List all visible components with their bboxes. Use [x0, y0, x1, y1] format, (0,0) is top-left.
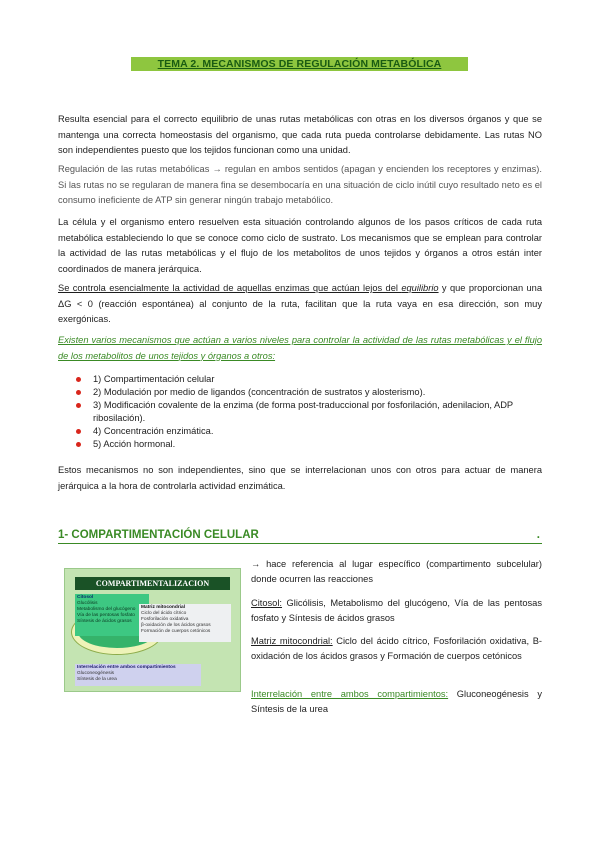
page-title: TEMA 2. MECANISMOS DE REGULACIÓN METABÓLICA	[131, 57, 468, 71]
bullet-icon	[76, 403, 81, 408]
figure-matrix-box: Matriz mitocondrial Ciclo del ácido cítrico Fosforilación oxidativa β-oxidación de los ácidos grasos Formación de cuerpos cetónicos	[139, 604, 231, 642]
list-item: 2) Modulación por medio de ligandos (concentración de sustratos y alosterismo).	[58, 386, 542, 399]
interrelation-paragraph: Interrelación entre ambos compartimientos: Gluconeogénesis y Síntesis de la urea	[251, 689, 542, 714]
list-item: 1) Compartimentación celular	[58, 373, 542, 386]
citosol-paragraph: Citosol: Glicólisis, Metabolismo del glucógeno, Vía de las pentosas fosfato y Síntesis de ácidos grasos	[251, 598, 542, 623]
enzymes-text-c: y que proporcionan una ΔG < 0 (reacción espontánea) al conjunto de la ruta, facilitan que la ruta vaya en esa dirección, son muy exergónicas.	[58, 283, 542, 325]
section-heading-tail: .	[536, 529, 540, 541]
list-item: 3) Modificación covalente de la enzima (de forma post-traduccional por fosforilación, adenilacion, ADP ribosilación).	[58, 399, 542, 425]
cell-control-paragraph: La célula y el organismo entero resuelven esta situación controlando algunos de los pasos críticos de cada ruta metabólica estableciendo lo que se conoce como ciclo de sustrato. Los mecanismos que se emplean para controlar la actividad de las rutas metabólicas y el flujo de los metabolitos de unos tejidos y órganos a otros están inter coordinados de manera jerárquica.	[58, 217, 542, 274]
bullet-icon	[76, 442, 81, 447]
compartment-figure	[64, 568, 241, 692]
bullet-icon	[76, 377, 81, 382]
section-heading-text: 1- COMPARTIMENTACIÓN CELULAR	[58, 529, 259, 541]
bullet-icon	[76, 390, 81, 395]
not-independent-paragraph: Estos mecanismos no son independientes, sino que se interrelacionan unos con otros para actuar de manera jerárquica a la hora de controlarla actividad enzimática.	[58, 465, 542, 491]
figure-interrelation-box: Interrelación entre ambos compartimientos Gluconeogénesis Síntesis de la urea	[75, 664, 201, 686]
figure-title: COMPARTIMENTALIZACION	[75, 577, 230, 590]
regulation-paragraph: Regulación de las rutas metabólicas → regulan en ambos sentidos (apagan y encienden los receptores y enzimas). Si las rutas no se regularan de manera fina se desembocaría en una situación de ciclo inútil cuyo resultado neto es el consumo ineficiente de ATP sin generar ningún trabajo metabólico.	[58, 164, 542, 206]
enzymes-text-b: equilibrio	[401, 283, 439, 293]
section-underline	[58, 543, 542, 544]
enzymes-text-a: Se controla esencialmente la actividad de aquellas enzimas que actúan lejos del	[58, 283, 402, 293]
figure-cytosol-box: Citosol Glucólisis Metabolismo del glucógeno Vía de las pentosas fosfato Síntesis de ácidos grasos	[75, 594, 149, 636]
section-heading	[58, 529, 542, 544]
matriz-paragraph: Matriz mitocondrial: Ciclo del ácido cítrico, Fosforilación oxidativa, B-oxidación de los ácidos grasos y Formación de cuerpos cetónicos	[251, 636, 542, 661]
enzymes-paragraph	[58, 281, 542, 328]
levels-intro: Existen varios mecanismos que actúan a varios niveles para controlar la actividad de las rutas metabólicas y el flujo de los metabolitos de unos tejidos y órganos a otros:	[58, 335, 542, 361]
list-item: 5) Acción hormonal.	[58, 438, 542, 451]
mechanisms-list	[58, 373, 542, 451]
list-item: 4) Concentración enzimática.	[58, 425, 542, 438]
section-reference: → hace referencia al lugar específico (compartimento subcelular) donde ocurren las reacciones	[251, 559, 542, 584]
intro-paragraph: Resulta esencial para el correcto equilibrio de unas rutas metabólicas con otras en los diversos órganos y que se mantenga una correcta homeostasis del organismo, que cada ruta pueda controlarse debidamente. Las rutas NO son independientes puesto que los tejidos funcionan como una unidad.	[58, 114, 542, 156]
bullet-icon	[76, 429, 81, 434]
